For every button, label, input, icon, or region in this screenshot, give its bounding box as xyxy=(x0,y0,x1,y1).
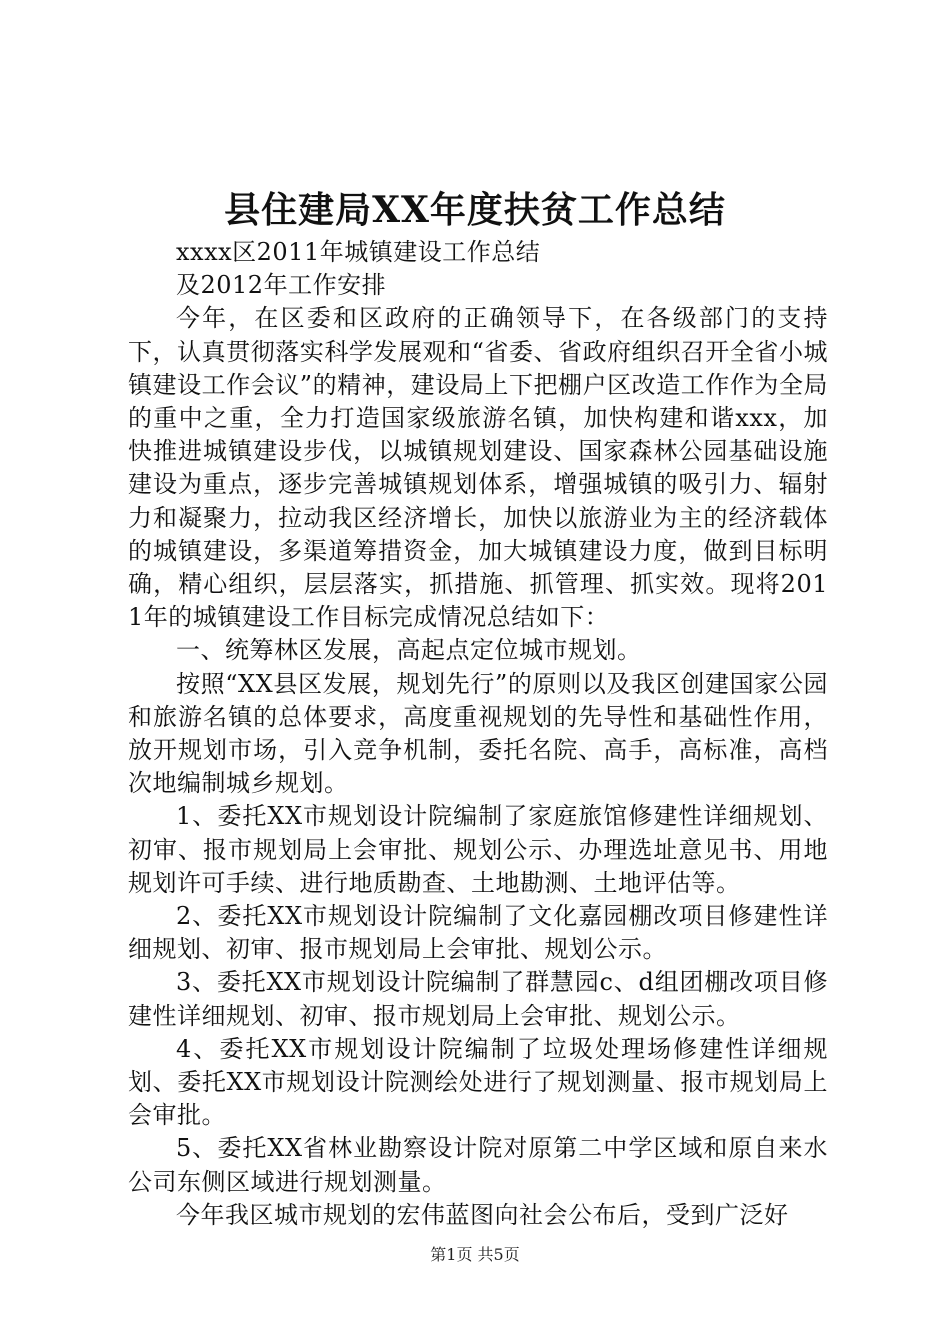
list-item-3: 3、委托XX市规划设计院编制了群慧园c、d组团棚改项目修建性详细规划、初审、报市规划局上会审批、规划公示。 xyxy=(128,968,828,1030)
section-heading-1: 一、统筹林区发展，高起点定位城市规划。 xyxy=(176,636,642,665)
intro-paragraph: 今年，在区委和区政府的正确领导下，在各级部门的支持下，认真贯彻落实科学发展观和“省委、省政府组织召开全省小城镇建设工作会议”的精神，建设局上下把棚户区改造工作作为全局的重中之重，全力打造国家级旅游名镇，加快构建和谐xxx，加快推进城镇建设步伐，以城镇规划建设、国家森林公园基础设施建设为重点，逐步完善城镇规划体系，增强城镇的吸引力、辐射力和凝聚力，拉动我区经济增长，加快以旅游业为主的经济载体的城镇建设，多渠道筹措资金，加大城镇建设力度，做到目标明确，精心组织，层层落实，抓措施、抓管理、抓实效。现将2011年的城镇建设工作目标完成情况总结如下： xyxy=(128,304,828,632)
section-paragraph: 按照“XX县区发展，规划先行”的原则以及我区创建国家公园和旅游名镇的总体要求，高度重视规划的先导性和基础性作用，放开规划市场，引入竞争机制，委托名院、高手，高标准，高档次地编制城乡规划。 xyxy=(128,669,828,798)
subtitle-line-2: 及2012年工作安排 xyxy=(176,271,387,300)
document-body xyxy=(128,236,828,1232)
closing-paragraph: 今年我区城市规划的宏伟蓝图向社会公布后，受到广泛好 xyxy=(176,1200,789,1229)
page-number-footer: 第1页 共5页 xyxy=(430,1245,520,1264)
document-title: 县住建局XX年度扶贫工作总结 xyxy=(224,189,726,231)
subtitle-line-1: xxxx区2011年城镇建设工作总结 xyxy=(176,238,541,266)
list-item-4: 4、委托XX市规划设计院编制了垃圾处理场修建性详细规划、委托XX市规划设计院测绘处进行了规划测量、报市规划局上会审批。 xyxy=(128,1034,828,1130)
list-item-2: 2、委托XX市规划设计院编制了文化嘉园棚改项目修建性详细规划、初审、报市规划局上会审批、规划公示。 xyxy=(128,902,828,964)
list-item-1: 1、委托XX市规划设计院编制了家庭旅馆修建性详细规划、初审、报市规划局上会审批、规划公示、办理选址意见书、用地规划许可手续、进行地质勘查、土地勘测、土地评估等。 xyxy=(128,802,828,897)
list-item-5: 5、委托XX省林业勘察设计院对原第二中学区域和原自来水公司东侧区域进行规划测量。 xyxy=(128,1134,828,1196)
